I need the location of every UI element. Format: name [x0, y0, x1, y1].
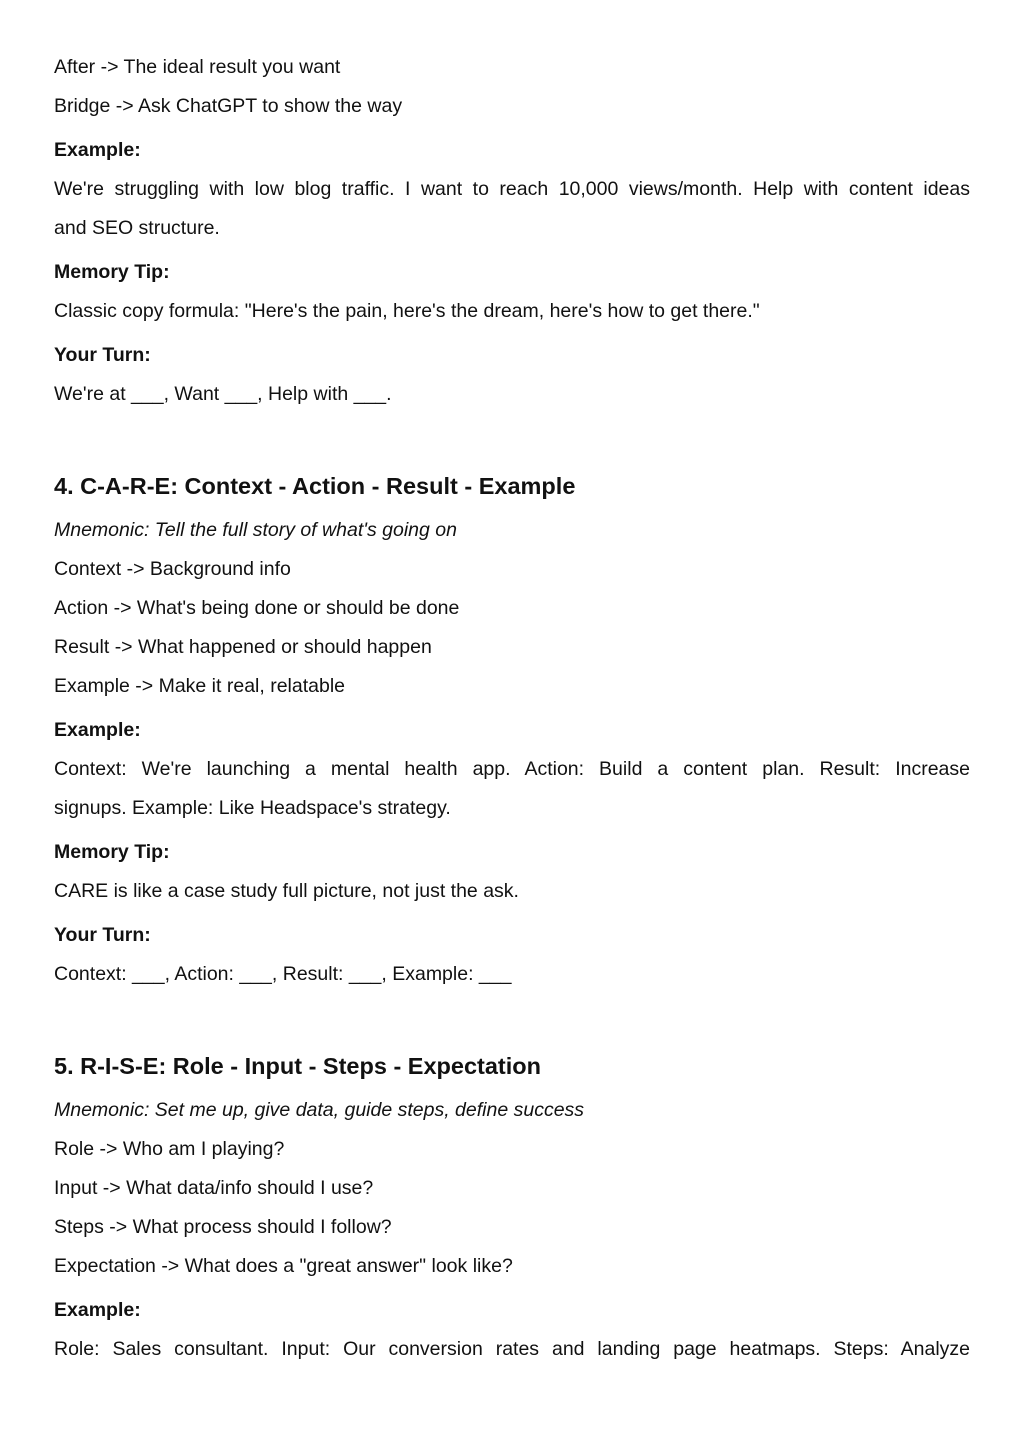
example-label: Example: — [54, 1299, 141, 1321]
list-item: Example -> Make it real, relatable — [54, 675, 346, 697]
your-turn-label: Your Turn: — [54, 344, 151, 366]
example-label: Example: — [54, 719, 141, 741]
section-heading-rise: 5. R-I-S-E: Role - Input - Steps - Expectation — [54, 1053, 541, 1079]
your-turn-label: Your Turn: — [54, 924, 151, 946]
example-label: Example: — [54, 139, 141, 161]
memory-tip-text: Classic copy formula: "Here's the pain, here's the dream, here's how to get there." — [54, 300, 760, 322]
list-item: Result -> What happened or should happen — [54, 636, 432, 658]
list-item: Role -> Who am I playing? — [54, 1138, 285, 1160]
example-text-line: and SEO structure. — [54, 217, 220, 239]
mnemonic-text: Mnemonic: Tell the full story of what's going on — [54, 519, 457, 541]
example-text-line: We're struggling with low blog traffic. I want to reach 10,000 views/month. Help with content ideas — [54, 178, 970, 200]
list-item: Action -> What's being done or should be done — [54, 597, 460, 619]
your-turn-text: Context: ___, Action: ___, Result: ___, Example: ___ — [54, 963, 512, 985]
section-heading-care: 4. C-A-R-E: Context - Action - Result - Example — [54, 473, 576, 499]
example-text-line: Role: Sales consultant. Input: Our conversion rates and landing page heatmaps. Steps: Analyze — [54, 1338, 970, 1360]
after-line: After -> The ideal result you want — [54, 56, 341, 78]
memory-tip-label: Memory Tip: — [54, 261, 170, 283]
list-item: Expectation -> What does a "great answer" look like? — [54, 1255, 513, 1277]
memory-tip-text: CARE is like a case study full picture, not just the ask. — [54, 880, 519, 902]
mnemonic-text: Mnemonic: Set me up, give data, guide steps, define success — [54, 1099, 585, 1121]
list-item: Steps -> What process should I follow? — [54, 1216, 392, 1238]
example-text-line: Context: We're launching a mental health app. Action: Build a content plan. Result: Increase — [54, 758, 970, 780]
bridge-line: Bridge -> Ask ChatGPT to show the way — [54, 95, 403, 117]
memory-tip-label: Memory Tip: — [54, 841, 170, 863]
your-turn-text: We're at ___, Want ___, Help with ___. — [54, 383, 392, 405]
list-item: Input -> What data/info should I use? — [54, 1177, 374, 1199]
list-item: Context -> Background info — [54, 558, 291, 580]
example-text-line: signups. Example: Like Headspace's strategy. — [54, 797, 451, 819]
